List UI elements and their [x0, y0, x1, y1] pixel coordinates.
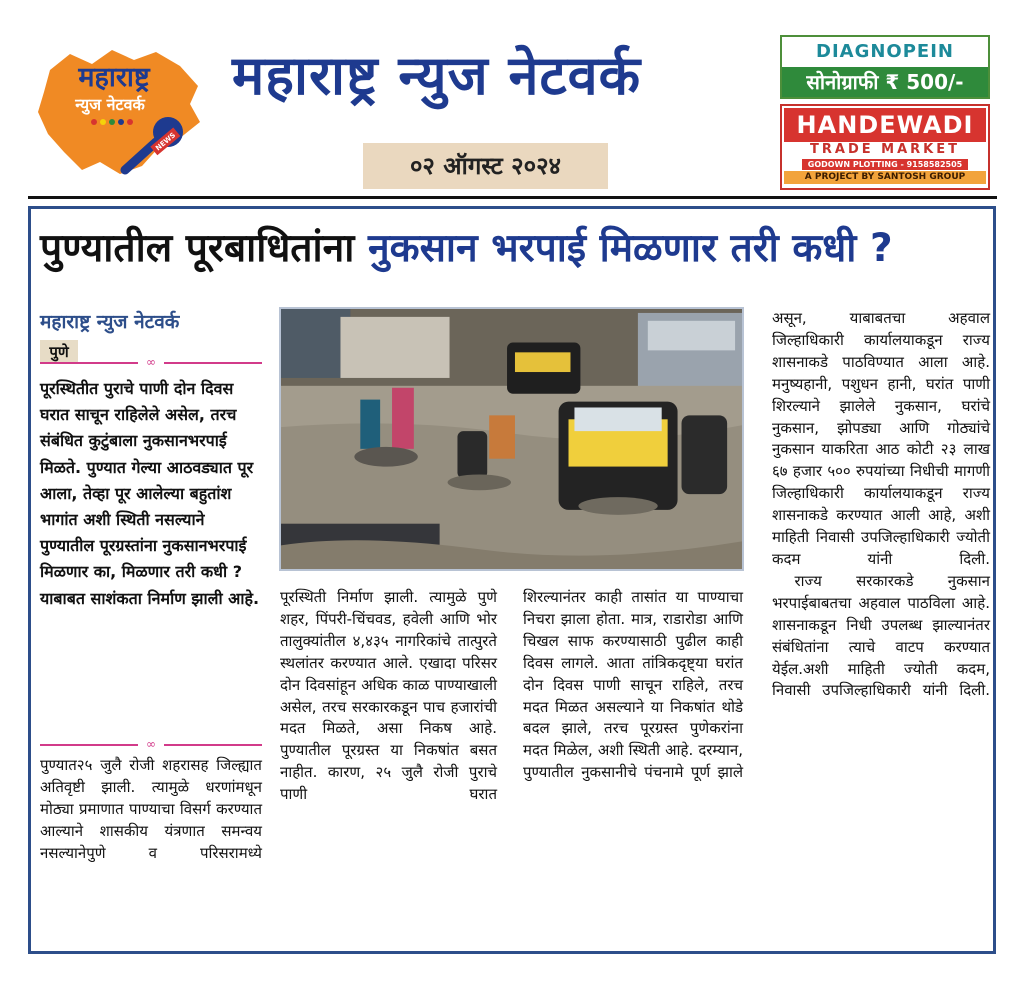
lead-divider-top — [40, 356, 262, 370]
masthead-logo — [30, 42, 208, 182]
article-column-2: पूरस्थिती निर्माण झाली. त्यामुळे पुणे शहर, पिंपरी-चिंचवड, हवेली आणि भोर तालुक्यांतील ४,४३५ नागरिकांचे तात्पुरते स्थलांतर करण्यात आले. एखादा परिसर दोन दिवसांहून अधिक काळ पाण्याखाली असेल, तरच सरकारकडून पाच हजारांची मदत मिळते, असा निकष आहे. पुण्यातील पूरग्रस्त या निकषांत बसत नाहीत. कारण, २५ जुलै रोजी पुराचे पाणी घरात — [280, 588, 497, 804]
ornament-icon: ∞ — [138, 354, 164, 370]
ornament-icon: ∞ — [138, 736, 164, 752]
article-column-4 — [772, 308, 990, 702]
diagnopein-ad[interactable] — [780, 35, 990, 99]
logo-subtitle-text: न्युज नेटवर्क — [75, 95, 145, 114]
flood-photo — [279, 307, 744, 571]
headline-part-1: पुण्यातील पूरबाधितांना — [40, 226, 355, 271]
mic-label: NEWS — [154, 131, 178, 153]
article-lead: पूरस्थितीत पुराचे पाणी दोन दिवस घरात साचून राहिलेले असेल, तरच संबंधित कुटुंबाला नुकसानभरपाई मिळते. पुण्यात गेल्या आठवड्यात पूर आला, तेव्हा पूर आलेल्या बहुतांश भागांत अशी स्थिती नसल्याने पुण्यातील पूरग्रस्तांना नुकसानभरपाई मिळणार का, मिळणार तरी कधी ? याबाबत साशंकता निर्माण झाली आहे. — [40, 379, 260, 608]
handewadi-ad[interactable] — [780, 104, 990, 190]
masthead-rule — [28, 196, 997, 199]
diagnopein-brand: DIAGNOPEIN — [816, 41, 954, 62]
logo-title-text: महाराष्ट्र — [78, 62, 150, 93]
diagnopein-offer: सोनोग्राफी ₹ 500/- — [782, 67, 988, 97]
maharashtra-map-logo — [30, 42, 208, 182]
flood-street-image — [281, 309, 742, 569]
dateline-place: पुणे — [40, 340, 78, 364]
issue-date: ०२ ऑगस्ट २०२४ — [363, 143, 608, 189]
handewadi-phone: GODOWN PLOTTING - 9158582505 — [802, 159, 968, 170]
handewadi-subtitle: TRADE MARKET — [810, 142, 960, 157]
article-byline: महाराष्ट्र न्युज नेटवर्क — [40, 311, 180, 333]
article-headline — [40, 214, 984, 284]
column-4-paragraph-1: असून, याबाबतचा अहवाल जिल्हाधिकारी कार्यालयाकडून राज्य शासनाकडे पाठविण्यात आला आहे. मनुष्यहानी, पशुधन हानी, घरांत पाणी शिरल्याने झालेले नुकसान, घरांचे नुकसान, झोपड्या आणि गोठ्यांचे नुकसान याकरिता आठ कोटी २३ लाख ६७ हजार ५०० रुपयांच्या निधीची मागणी जिल्हाधिकारी कार्यालयाकडून राज्य शासनाकडे करण्यात आली आहे, अशी माहिती निवासी उपजिल्हाधिकारी ज्योती कदम यांनी दिली. — [772, 309, 990, 568]
article-column-3: शिरल्यानंतर काही तासांत या पाण्याचा निचरा झाला होता. मात्र, राडारोडा आणि चिखल साफ करण्यासाठी पुढील काही दिवस लागले. आता तांत्रिकदृष्ट्या घरांत दोन दिवस पाणी साचून राहिले, तरच मदत मिळत असल्याने या निकषांत थोडे बदल झाले, तरच पूरग्रस्त पुणेकरांना मदत मिळेल, अशी स्थिती आहे. दरम्यान, पुण्यातील नुकसानीचे पंचनामे पूर्ण झाले — [523, 588, 743, 782]
masthead-title: महाराष्ट्र न्युज नेटवर्क — [232, 44, 642, 107]
article-column-1: पुण्यात२५ जुलै रोजी शहरासह जिल्ह्यात अतिवृष्टी झाली. त्यामुळे धरणांमधून मोठ्या प्रमाणात पाण्याचा विसर्ग करण्यात आल्याने शासकीय यंत्रणात समन्वय नसल्यानेपुणे व परिसरामध्ये — [40, 756, 262, 862]
handewadi-footer: A PROJECT BY SANTOSH GROUP — [784, 171, 986, 184]
headline-part-2: नुकसान भरपाई मिळणार तरी कधी ? — [367, 226, 893, 271]
lead-divider-bottom — [40, 738, 262, 752]
column-4-paragraph-2: राज्य सरकारकडे नुकसान भरपाईबाबतचा अहवाल पाठविला आहे. शासनाकडून निधी उपलब्ध झाल्यानंतर संबंधितांना त्याचे वाटप करण्यात येईल.अशी माहिती ज्योती कदम, निवासी उपजिल्हाधिकारी यांनी दिली. — [772, 571, 990, 700]
handewadi-title: HANDEWADI — [784, 108, 986, 142]
